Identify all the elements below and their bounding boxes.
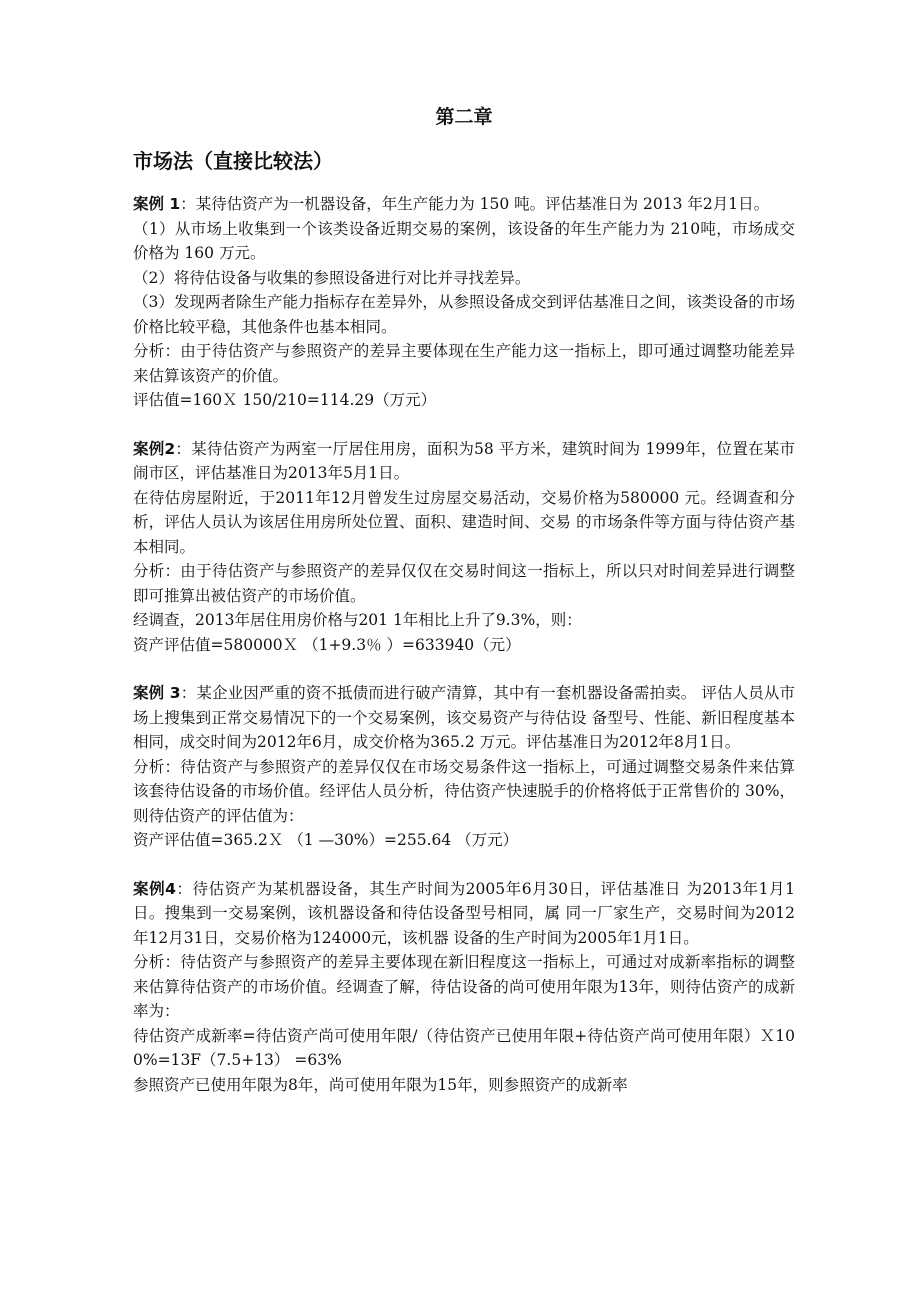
case-2-formula: 资产评估值=580000Ｘ （1+9.3％ ）=633940（元） <box>133 635 521 654</box>
document-page <box>133 100 795 1121</box>
case-3-formula: 资产评估值=365.2Ｘ （1 —30%）=255.64 （万元） <box>133 831 519 849</box>
case-2-line: 在待估房屋附近，于2011年12月曾发生过房屋交易活动，交易价格为580000 元。经调查和分析，评估人员认为该居住用房所处位置、面积、建造时间、交易 的市场条件等方面与待估资产基本相同。 <box>133 488 795 556</box>
case-2-analysis: 分析：由于待估资产与参照资产的差异仅仅在交易时间这一指标上，所以只对时间差异进行调整即可推算出被估资产的市场价值。 <box>133 562 795 605</box>
case-1 <box>133 192 795 413</box>
case-3-label: 案例 3 <box>133 684 181 702</box>
case-4-intro: 案例4：待估资产为某机器设备，其生产时间为2005年6月30日，评估基准日 为2013年1月1日。搜集到一交易案例，该机器设备和待估设备型号相同，属 同一厂家生产，交易时间为2012年12月31日，交易价格为124000元，该机器 设备的生产时间为2005年1月1日。 <box>133 879 795 947</box>
case-1-formula: 评估值=160Ｘ 150/210=114.29（万元） <box>133 391 437 409</box>
case-2-label: 案例2 <box>133 439 176 458</box>
case-3 <box>133 681 795 853</box>
case-1-analysis: 分析：由于待估资产与参照资产的差异主要体现在生产能力这一指标上，即可通过调整功能差异来估算该资产的价值。 <box>133 342 795 385</box>
case-1-line: （2）将待估设备与收集的参照设备进行对比并寻找差异。 <box>133 268 531 287</box>
case-1-intro: 案例 1：某待估资产为一机器设备，年生产能力为 150 吨。评估基准日为 2013 年2月1日。 <box>133 195 770 213</box>
case-4-formula: 待估资产成新率=待估资产尚可使用年限/（待估资产已使用年限+待估资产尚可使用年限）Ｘ100%=13F（7.5+13） =63% <box>133 1026 795 1069</box>
case-1-line: （1）从市场上收集到一个该类设备近期交易的案例，该设备的年生产能力为 210吨，市场成交价格为 160 万元。 <box>133 219 795 262</box>
section-title: 市场法（直接比较法） <box>133 149 333 173</box>
case-4-analysis: 分析：待估资产与参照资产的差异主要体现在新旧程度这一指标上，可通过对成新率指标的调整来估算待估资产的市场价值。经调查了解，待估设备的尚可使用年限为13年，则待估资产的成新率为： <box>133 953 795 1020</box>
case-1-label: 案例 1 <box>133 195 181 213</box>
case-2 <box>133 437 795 658</box>
case-4-line: 参照资产已使用年限为8年，尚可使用年限为15年，则参照资产的成新率 <box>133 1075 628 1094</box>
case-3-intro: 案例 3：某企业因严重的资不抵债而进行破产清算，其中有一套机器设备需拍卖。 评估人员从市场上搜集到正常交易情况下的一个交易案例，该交易资产与待估设 备型号、性能、新旧程度基本相同，成交时间为2012年6月，成交价格为365.2 万元。评估基准日为2012年8月1日。 <box>133 684 795 751</box>
case-4 <box>133 877 795 1098</box>
chapter-title: 第二章 <box>435 106 493 128</box>
case-2-intro: 案例2：某待估资产为两室一厅居住用房，面积为58 平方米，建筑时间为 1999年，位置在某市闹市区，评估基准日为2013年5月1日。 <box>133 439 795 482</box>
case-3-analysis: 分析：待估资产与参照资产的差异仅仅在市场交易条件这一指标上，可通过调整交易条件来估算该套待估设备的市场价值。经评估人员分析，待估资产快速脱手的价格将低于正常售价的 30%，则待估资产的评估值为： <box>133 757 795 825</box>
case-1-line: （3）发现两者除生产能力指标存在差异外，从参照设备成交到评估基准日之间，该类设备的市场价格比较平稳，其他条件也基本相同。 <box>133 293 795 336</box>
case-4-label: 案例4 <box>133 879 176 898</box>
case-2-line: 经调查，2013年居住用房价格与201 1年相比上升了9.3%，则： <box>133 611 582 629</box>
